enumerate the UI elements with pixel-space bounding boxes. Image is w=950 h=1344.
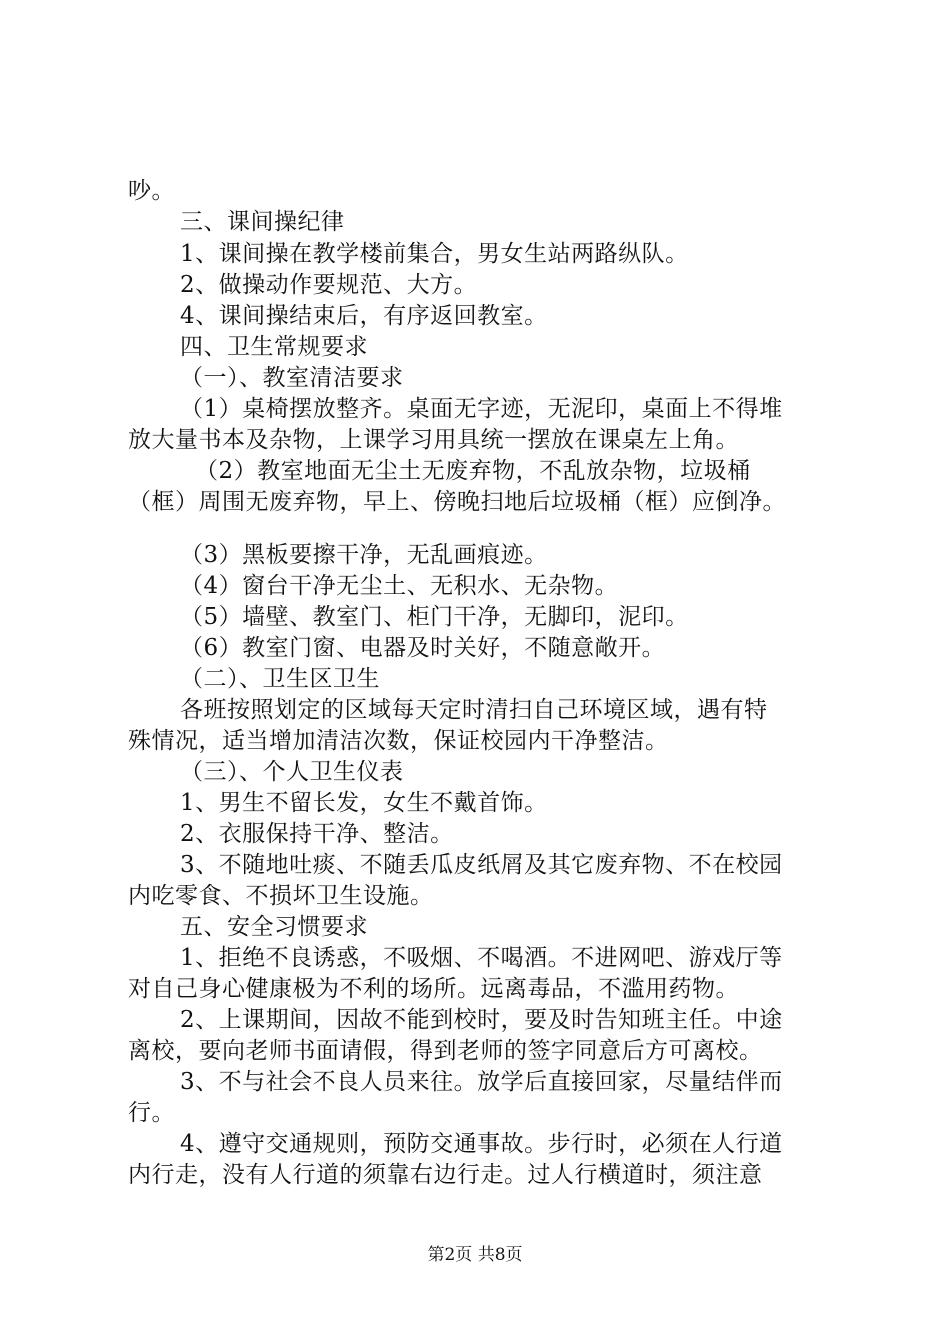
text-line: 放大量书本及杂物，上课学习用具统一摆放在课桌左上角。 [128,427,739,453]
text-line: 1、拒绝不良诱惑，不吸烟、不喝酒。不进网吧、游戏厅等 [180,945,783,971]
text-line: 4、遵守交通规则，预防交通事故。步行时，必须在人行道 [180,1131,783,1157]
section-heading: 三、课间操纪律 [180,209,345,235]
text-line: 对自己身心健康极为不利的场所。远离毒品，不滥用药物。 [128,976,739,1002]
text-line: 2、上课期间，因故不能到校时，要及时告知班主任。中途 [180,1007,783,1033]
text-line: 行。 [128,1100,175,1126]
text-line: 各班按照划定的区域每天定时清扫自己环境区域，遇有特 [180,697,768,723]
section-heading: 五、安全习惯要求 [180,914,368,940]
text-line: （3）黑板要擦干净，无乱画痕迹。 [180,542,548,568]
text-line: 1、男生不留长发，女生不戴首饰。 [180,790,548,816]
subsection-heading: （三）、个人卫生仪表 [180,759,404,785]
subsection-heading: （二）、卫生区卫生 [180,666,380,692]
text-line: （5）墙壁、教室门、柜门干净，无脚印，泥印。 [180,604,689,630]
text-line: 内吃零食、不损坏卫生设施。 [128,883,434,909]
text-line: 3、不与社会不良人员来往。放学后直接回家，尽量结伴而 [180,1069,783,1095]
text-line: （6）教室门窗、电器及时关好，不随意敞开。 [180,635,666,661]
text-line: 2、衣服保持干净、整洁。 [180,821,454,847]
text-line: （4）窗台干净无尘土、无积水、无杂物。 [180,573,619,599]
text-line: 内行走，没有人行道的须靠右边行走。过人行横道时，须注意 [128,1162,763,1188]
text-line: 3、不随地吐痰、不随丢瓜皮纸屑及其它废弃物、不在校园 [180,852,783,878]
text-line: （2）教室地面无尘土无废弃物，不乱放杂物，垃圾桶 [195,458,751,484]
text-line: 离校，要向老师书面请假，得到老师的签字同意后方可离校。 [128,1038,763,1064]
section-heading: 四、卫生常规要求 [180,334,368,360]
text-line: 4、课间操结束后，有序返回教室。 [180,303,548,329]
subsection-heading: （一）、教室清洁要求 [180,365,404,391]
text-line: 1、课间操在教学楼前集合，男女生站两路纵队。 [180,241,689,267]
text-line: （框）周围无废弃物，早上、傍晚扫地后垃圾桶（框）应倒净。 [128,489,786,515]
text-line: 吵。 [128,178,175,204]
page-number-footer: 第2页 共8页 [427,1245,523,1265]
text-line: 殊情况，适当增加清洁次数，保证校园内干净整洁。 [128,728,669,754]
text-line: （1）桌椅摆放整齐。桌面无字迹，无泥印，桌面上不得堆 [180,396,783,422]
text-line: 2、做操动作要规范、大方。 [180,272,478,298]
